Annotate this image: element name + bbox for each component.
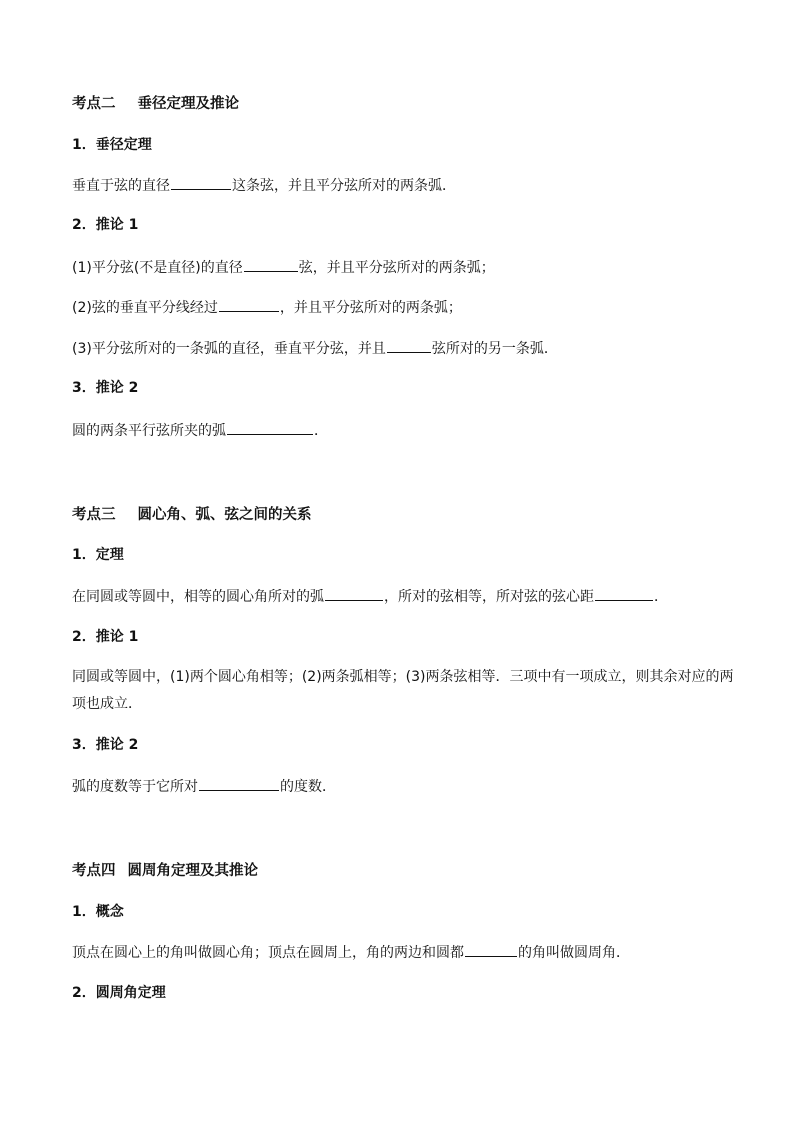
section-label: 考点二 — [72, 96, 116, 112]
paragraph-k2-1: 垂直于弦的直径 这条弦，并且平分弦所对的两条弧． — [72, 175, 456, 196]
subheading-k3-1: 1．定理 — [72, 547, 124, 563]
paragraph-k2-2-1: (1)平分弦(不是直径)的直径 弦，并且平分弦所对的两条弧； — [72, 257, 495, 278]
section-label: 考点三 — [72, 507, 116, 523]
fill-blank — [595, 586, 653, 601]
section-label: 考点四 — [72, 863, 116, 879]
paragraph-k2-2-3: (3)平分弦所对的一条弧的直径，垂直平分弦，并且 弦所对的另一条弧． — [72, 338, 558, 359]
fill-blank — [387, 338, 431, 353]
fill-blank — [171, 175, 231, 190]
paragraph-k2-3: 圆的两条平行弦所夹的弧 ． — [72, 420, 328, 441]
section-heading: 圆周角定理及其推论 — [127, 863, 258, 879]
fill-blank — [199, 776, 279, 791]
fill-blank — [244, 257, 298, 272]
subheading-k3-2: 2．推论 1 — [72, 629, 139, 645]
subheading-k4-1: 1．概念 — [72, 904, 124, 920]
paragraph-k2-2-2: (2)弦的垂直平分线经过 ，并且平分弦所对的两条弧； — [72, 297, 462, 318]
paragraph-k3-2-line2: 项也成立． — [72, 696, 142, 712]
fill-blank — [325, 586, 383, 601]
section-title-k2 — [72, 94, 239, 114]
paragraph-k3-3: 弧的度数等于它所对 的度数． — [72, 776, 336, 797]
fill-blank — [219, 297, 279, 312]
subheading-k3-3: 3．推论 2 — [72, 737, 139, 753]
section-title-k4 — [72, 861, 258, 881]
subheading-k2-1: 1．垂径定理 — [72, 137, 152, 153]
section-heading: 垂径定理及推论 — [137, 96, 239, 112]
subheading-k2-2: 2．推论 1 — [72, 217, 139, 233]
paragraph-k3-1: 在同圆或等圆中，相等的圆心角所对的弧 ，所对的弦相等，所对弦的弦心距 ． — [72, 586, 668, 607]
section-title-k3 — [72, 505, 312, 525]
subheading-k2-3: 3．推论 2 — [72, 380, 139, 396]
paragraph-k3-2-line1: 同圆或等圆中，(1)两个圆心角相等；(2)两条弧相等；(3)两条弦相等．三项中有一项成立，则其余对应的两 — [72, 669, 734, 685]
section-heading: 圆心角、弧、弦之间的关系 — [137, 507, 312, 523]
paragraph-k4-1: 顶点在圆心上的角叫做圆心角；顶点在圆周上，角的两边和圆都 的角叫做圆周角． — [72, 942, 630, 963]
subheading-k4-2: 2．圆周角定理 — [72, 985, 166, 1001]
fill-blank — [465, 942, 517, 957]
fill-blank — [227, 420, 313, 435]
